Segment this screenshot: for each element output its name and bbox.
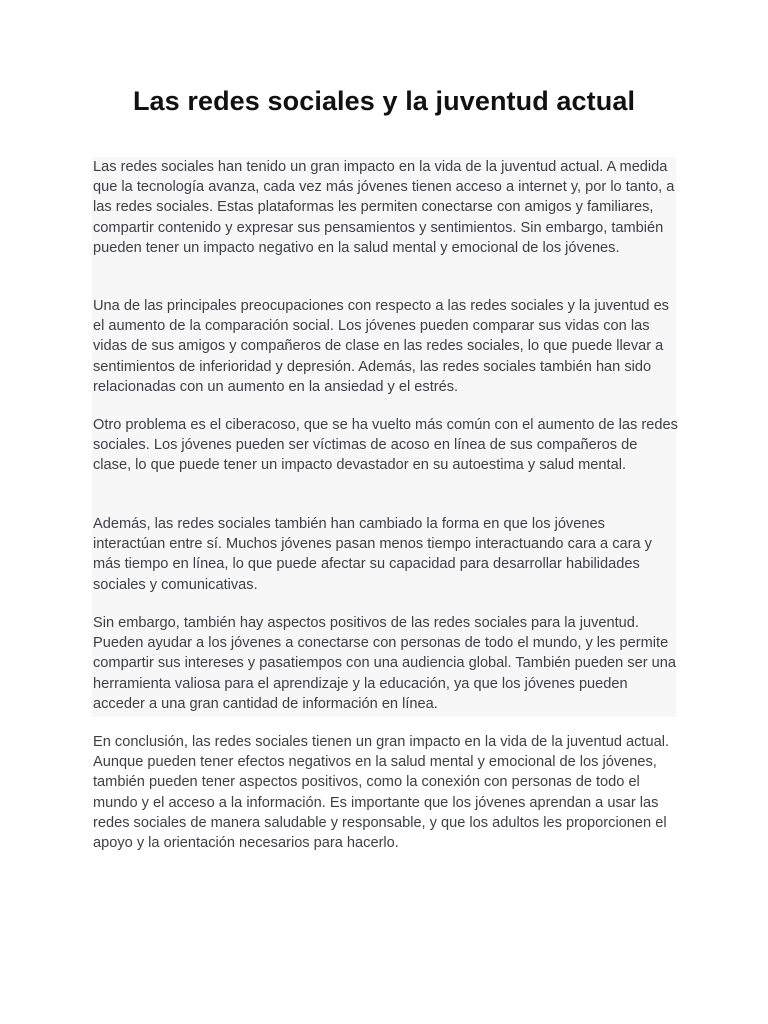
paragraph-1: Las redes sociales han tenido un gran impacto en la vida de la juventud actual. A medida que la tecnología avanza, cada vez más jóvenes tienen acceso a internet y, por lo tanto, a las redes sociales. Estas plataformas les permiten conectarse con amigos y familiares, compartir contenido y expresar sus pensamientos y sentimientos. Sin embargo, también pueden tener un impacto negativo en la salud mental y emocional de los jóvenes. xyxy=(93,159,675,256)
paragraph-5: Sin embargo, también hay aspectos positivos de las redes sociales para la juventud. Pueden ayudar a los jóvenes a conectarse con personas de todo el mundo, y les permite compartir sus intereses y pasatiempos con una audiencia global. También pueden ser una herramienta valiosa para el aprendizaje y la educación, ya que los jóvenes pueden acceder a una gran cantidad de información en línea. xyxy=(93,615,677,712)
paragraph-2: Una de las principales preocupaciones con respecto a las redes sociales y la juventud es el aumento de la comparación social. Los jóvenes pueden comparar sus vidas con las vidas de sus amigos y compañeros de clase en las redes sociales, lo que puede llevar a sentimientos de inferioridad y depresión. Además, las redes sociales también han sido relacionadas con un aumento en la ansiedad y el estrés. xyxy=(93,298,669,395)
document-title: Las redes sociales y la juventud actual xyxy=(132,86,636,116)
paragraph-4: Además, las redes sociales también han cambiado la forma en que los jóvenes interactúan entre sí. Muchos jóvenes pasan menos tiempo interactuando cara a cara y más tiempo en línea, lo que puede afectar su capacidad para desarrollar habilidades sociales y comunicativas. xyxy=(93,516,652,593)
paragraph-6: En conclusión, las redes sociales tienen un gran impacto en la vida de la juventud actual. Aunque pueden tener efectos negativos en la salud mental y emocional de los jóvenes, también pueden tener aspectos positivos, como la conexión con personas de todo el mundo y el acceso a la información. Es importante que los jóvenes aprendan a usar las redes sociales de manera saludable y responsable, y que los adultos les proporcionen el apoyo y la orientación necesarios para hacerlo. xyxy=(93,734,669,852)
paragraph-3: Otro problema es el ciberacoso, que se ha vuelto más común con el aumento de las redes sociales. Los jóvenes pueden ser víctimas de acoso en línea de sus compañeros de clase, lo que puede tener un impacto devastador en su autoestima y salud mental. xyxy=(93,417,678,474)
